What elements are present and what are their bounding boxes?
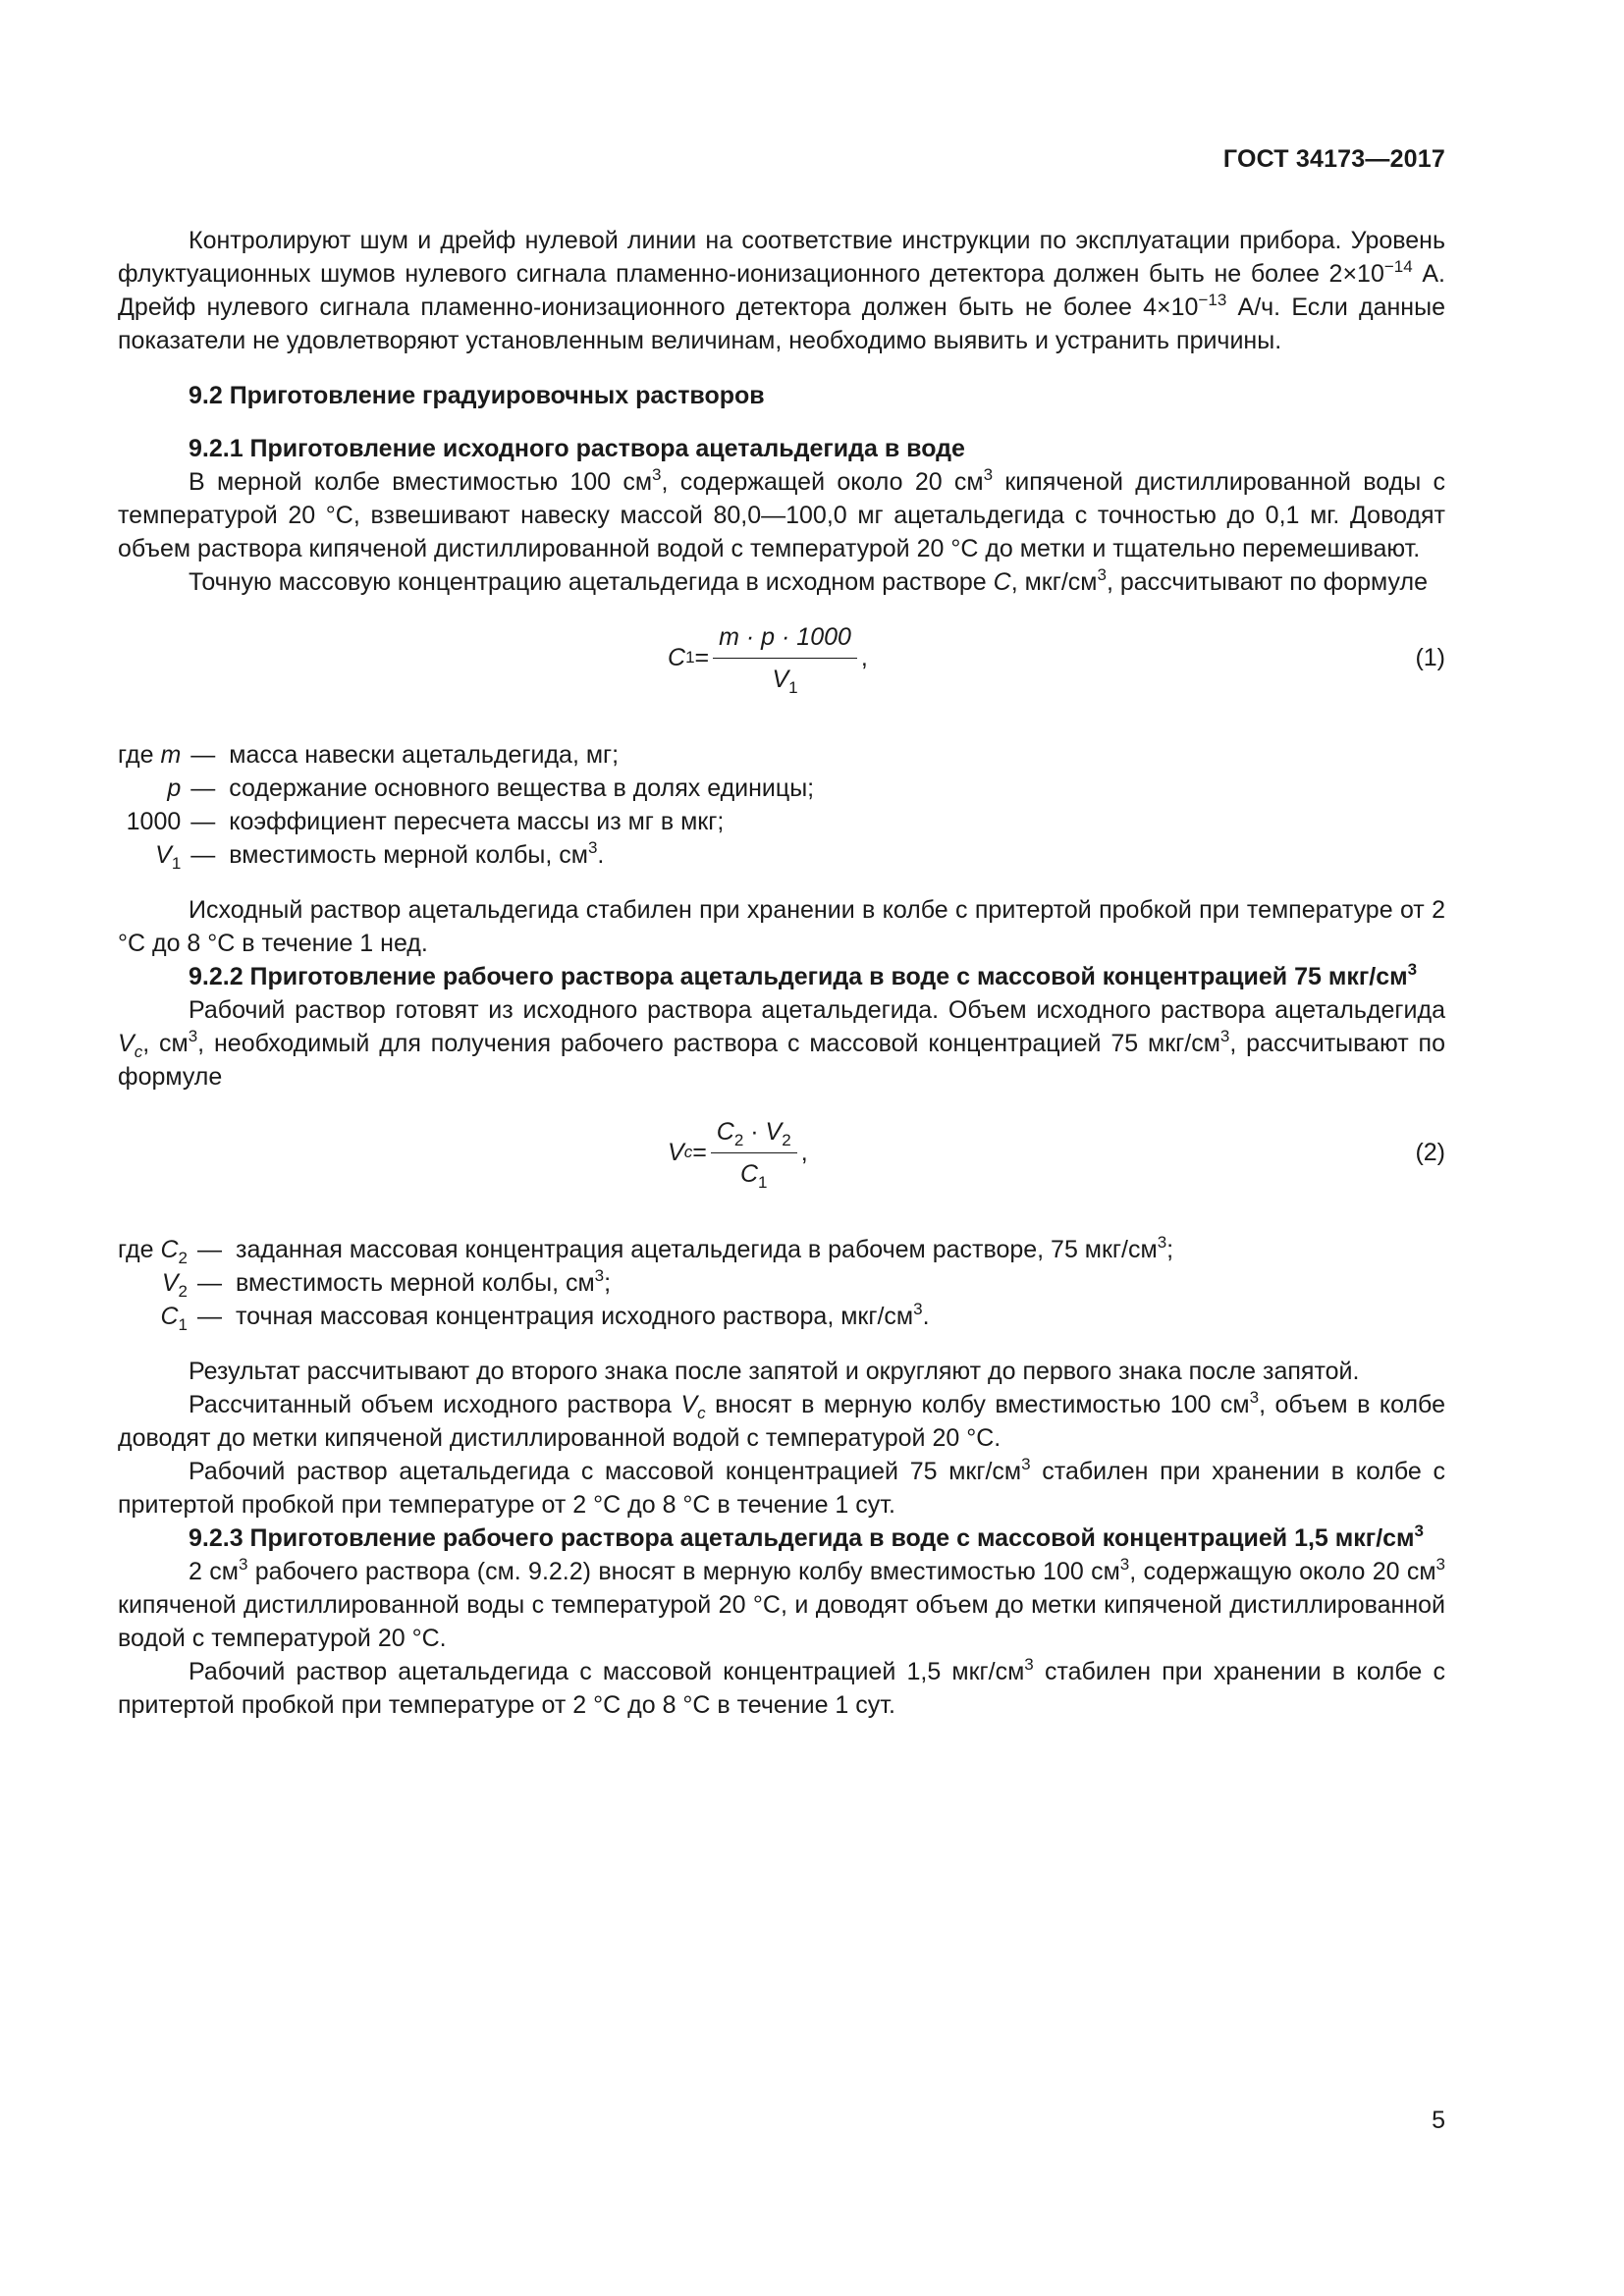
section-9-2-1-paragraph: В мерной колбе вместимостью 100 $см^3$, содержащей около 20 $см^3$ кипяченой дистиллированной воды с температурой 20 °С, взвешивают навеску массой 80,0—100,0 мг ацетальдегида с точностью до 0,1 мг. Доводят объем раствора кипяченой дистиллированной водой с температурой 20 °С до метки и тщательно перемешивают. — [118, 465, 1445, 562]
volume-paragraph: Рассчитанный объем исходного раствора $V_c$ вносят в мерную колбу вместимостью 100 $см^3$, объем в колбе доводят до метки кипяченой дистиллированной водой с температурой 20 °С. — [118, 1388, 1445, 1452]
legend-row: p — содержание основного вещества в долях единицы; — [167, 774, 815, 802]
page-number: 5 — [1432, 2107, 1445, 2134]
legend-row: $V_2$ — вместимость мерной колбы, $см^3$; — [161, 1266, 612, 1301]
stability-paragraph-3: Рабочий раствор ацетальдегида с массовой концентрацией 1,5 мкг/$см^3$ стабилен при хранении в колбе с притертой пробкой при температуре от 2 °С до 8 °С в течение 1 сут. — [118, 1655, 1446, 1719]
formula-1-legend — [118, 738, 814, 872]
legend-row: где m — масса навески ацетальдегида, мг; — [118, 741, 620, 769]
formula-2-legend — [118, 1233, 1173, 1333]
stability-paragraph-1: Исходный раствор ацетальдегида стабилен при хранении в колбе с притертой пробкой при температуре от 2 °С до 8 °С в течение 1 нед. — [118, 896, 1445, 957]
standard-number: ГОСТ 34173—2017 — [1222, 145, 1445, 173]
section-9-2-3-heading: 9.2.3 Приготовление рабочего раствора ацетальдегида в воде с массовой концентрацией 1,5 мкг/$см^3$ — [189, 1522, 1425, 1552]
result-paragraph: Результат рассчитывают до второго знака после запятой и округляют до первого знака после запятой. — [189, 1358, 1360, 1385]
formula-1-fraction: $\frac{m \cdot p \cdot 1000}{V_1}$ — [713, 620, 857, 696]
intro-paragraph: Контролируют шум и дрейф нулевой линии на соответствие инструкции по эксплуатации прибора. Уровень флуктуационных шумов нулевого сигнала пламенно-ионизационного детектора должен быть не более $2\times 10^{-14}$ А. Дрейф нулевого сигнала пламенно-ионизационного детектора должен быть не более $4\times 10^{-13}$ А/ч. Если данные показатели не удовлетворяют установленным величинам, необходимо выявить и устранить причины. — [118, 227, 1445, 354]
document-body — [118, 224, 1445, 1722]
stability-paragraph-2: Рабочий раствор ацетальдегида с массовой концентрацией 75 мкг/$см^3$ стабилен при хранении в колбе с притертой пробкой при температуре от 2 °С до 8 °С в течение 1 сут. — [118, 1455, 1446, 1519]
formula-1: C 1 = $\frac{m \cdot p \cdot 1000}{V_1}$ , (1) — [118, 599, 1445, 717]
section-9-2-2-heading: 9.2.2 Приготовление рабочего раствора ацетальдегида в воде с массовой концентрацией 75 мкг/$см^3$ — [189, 960, 1418, 990]
legend-row: $C_1$ — точная массовая концентрация исходного раствора, мкг/$см^3$. — [160, 1300, 930, 1334]
legend-row: 1000 — коэффициент пересчета массы из мг в мкг; — [126, 808, 725, 835]
section-9-2-2-paragraph: Рабочий раствор готовят из исходного раствора ацетальдегида. Объем исходного раствора ацетальдегида $V_c$, $см^3$, необходимый для получения рабочего раствора с массовой концентрацией 75 мкг/$см^3$, рассчитывают по формуле — [118, 996, 1445, 1091]
legend-row: где $C_2$ — заданная массовая концентрация ацетальдегида в рабочем растворе, 75 мкг/$см^3$; — [118, 1233, 1174, 1267]
section-9-2-heading: 9.2 Приготовление градуировочных растворов — [189, 382, 765, 409]
section-9-2-3-paragraph: 2 $см^3$ рабочего раствора (см. 9.2.2) вносят в мерную колбу вместимостью 100 $см^3$, содержащую около 20 $см^3$ кипяченой дистиллированной воды с температурой 20 °С, и доводят объем до метки кипяченой дистиллированной водой с температурой 20 °С. — [118, 1555, 1445, 1652]
document-page — [118, 0, 1445, 2296]
formula-2-fraction: $\frac{C_2 \cdot V_2}{C_1}$ — [711, 1115, 797, 1191]
formula-intro-paragraph: Точную массовую концентрацию ацетальдегида в исходном растворе C, мкг/$см^3$, рассчитывают по формуле — [189, 565, 1428, 596]
section-9-2-1-heading: 9.2.1 Приготовление исходного раствора ацетальдегида в воде — [189, 435, 965, 462]
formula-2-number: (2) — [1415, 1139, 1445, 1166]
formula-1-number: (1) — [1415, 644, 1445, 671]
formula-2: V c = $\frac{C_2 \cdot V_2}{C_1}$ , (2) — [118, 1094, 1445, 1211]
legend-row: $V_1$ — вместимость мерной колбы, $см^3$. — [155, 838, 605, 873]
